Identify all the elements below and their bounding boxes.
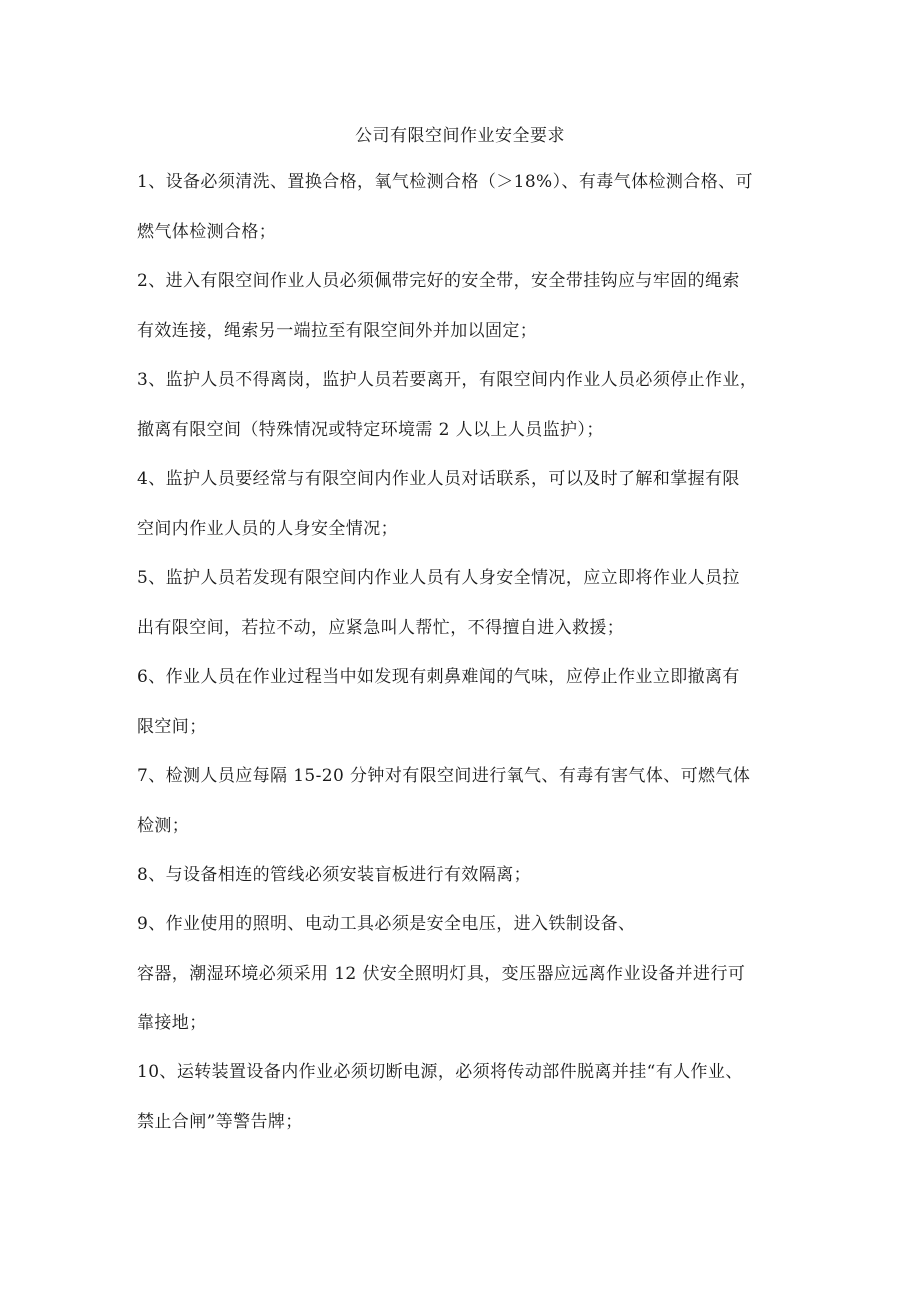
text-line: 8、与设备相连的管线必须安装盲板进行有效隔离； (137, 865, 532, 885)
text-line: 燃气体检测合格； (137, 222, 277, 242)
text-line: 7、检测人员应每隔 15-20 分钟对有限空间进行氧气、有毒有害气体、可燃气体 (137, 766, 751, 786)
text-line: 3、监护人员不得离岗，监护人员若要离开，有限空间内作业人员必须停止作业， (137, 370, 758, 390)
text-line: 4、监护人员要经常与有限空间内作业人员对话联系，可以及时了解和掌握有限 (137, 469, 740, 489)
text-line: 2、进入有限空间作业人员必须佩带完好的安全带，安全带挂钩应与牢固的绳索 (137, 271, 740, 291)
text-line: 空间内作业人员的人身安全情况； (137, 519, 398, 539)
text-line: 有效连接，绳索另一端拉至有限空间外并加以固定； (137, 321, 538, 341)
text-line: 检测； (137, 816, 190, 836)
text-line: 1、设备必须清洗、置换合格，氧气检测合格（＞18%）、有毒气体检测合格、可 (137, 172, 753, 192)
text-line: 撤离有限空间（特殊情况或特定环境需 2 人以上人员监护）； (137, 420, 604, 440)
text-line: 5、监护人员若发现有限空间内作业人员有人身安全情况，应立即将作业人员拉 (137, 568, 740, 588)
text-line: 禁止合闸”等警告牌； (137, 1112, 303, 1132)
text-line: 出有限空间，若拉不动，应紧急叫人帮忙，不得擅自进入救援； (137, 618, 625, 638)
text-line: 容器，潮湿环境必须采用 12 伏安全照明灯具，变压器应远离作业设备并进行可 (137, 964, 746, 984)
document-title: 公司有限空间作业安全要求 (355, 126, 565, 146)
text-line: 10、运转装置设备内作业必须切断电源，必须将传动部件脱离并挂“有人作业、 (137, 1062, 743, 1082)
text-line: 9、作业使用的照明、电动工具必须是安全电压，进入铁制设备、 (137, 914, 636, 934)
text-line: 限空间； (137, 717, 207, 737)
text-line: 靠接地； (137, 1013, 207, 1033)
text-line: 6、作业人员在作业过程当中如发现有刺鼻难闻的气味，应停止作业立即撤离有 (137, 667, 740, 687)
